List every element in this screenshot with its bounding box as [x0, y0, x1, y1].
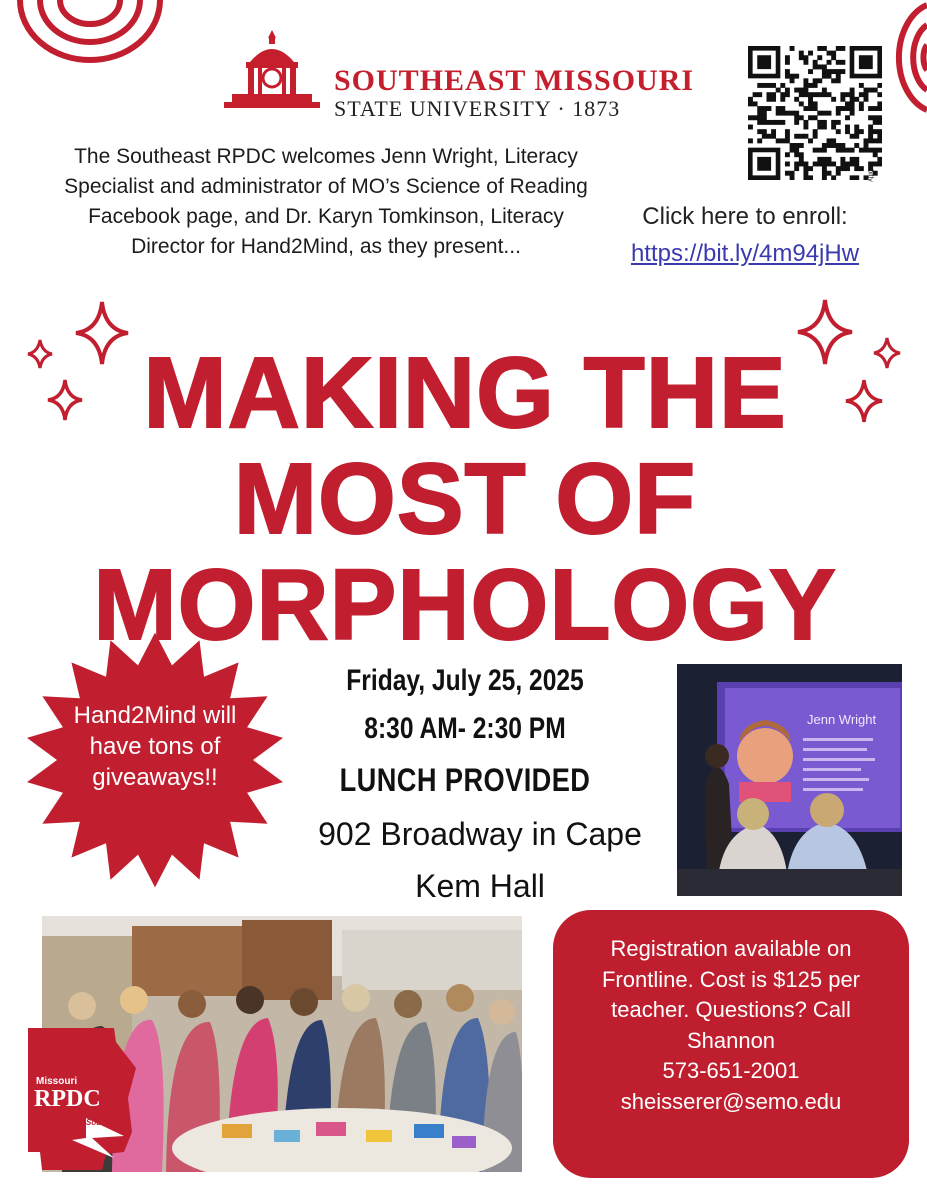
sparkle-icon [872, 336, 902, 370]
decorative-arcs-top-left [0, 0, 175, 80]
registration-line-4: Shannon [686, 1027, 776, 1053]
university-logo [222, 28, 722, 128]
presentation-photo-illustration [677, 664, 902, 896]
university-building-icon [222, 28, 322, 110]
presentation-photo [677, 664, 902, 896]
university-name: SOUTHEAST MISSOURI [334, 64, 695, 97]
enroll-label: Click here to enroll: [642, 203, 848, 230]
registration-line-2: Frontline. Cost is $125 per [601, 966, 861, 992]
rpdc-region: Southeast [86, 1118, 125, 1127]
qr-finder-pattern [748, 148, 780, 180]
rpdc-state: Missouri [36, 1076, 78, 1087]
rpdc-name: RPDC [34, 1086, 101, 1112]
qr-code[interactable] [748, 46, 882, 180]
lunch-notice: LUNCH PROVIDED [339, 762, 591, 798]
event-title [60, 337, 870, 661]
giveaway-text: Hand2Mind will have tons of giveaways!! [73, 702, 237, 791]
registration-phone[interactable]: 573-651-2001 [662, 1058, 800, 1083]
rpdc-logo [28, 1028, 138, 1170]
event-time: 8:30 AM- 2:30 PM [364, 712, 566, 745]
registration-line-3: teacher. Questions? Call [611, 997, 851, 1022]
event-address: 902 Broadway in Cape [318, 816, 642, 852]
decorative-arcs-top-right [880, 0, 927, 120]
qr-finder-pattern [748, 46, 780, 78]
registration-line-1: Registration available on [610, 936, 852, 961]
registration-text [563, 934, 899, 1117]
university-subtitle: STATE UNIVERSITY · 1873 [334, 96, 621, 121]
enroll-link[interactable]: https://bit.ly/4m94jHw [630, 240, 860, 267]
registration-email[interactable]: sheisserer@semo.edu [620, 1088, 842, 1114]
slide-title: Jenn Wright [807, 712, 877, 727]
intro-paragraph: The Southeast RPDC welcomes Jenn Wright, Literacy Specialist and administrator of MO’s Science of Reading Facebook page, and Dr. Karyn Tomkinson, Literacy Director for Hand2Mind, as they present... [64, 145, 588, 258]
qr-tag: bitly [866, 169, 874, 182]
event-date: Friday, July 25, 2025 [346, 664, 584, 697]
event-hall: Kem Hall [415, 868, 545, 904]
sparkle-icon [26, 338, 54, 370]
title-line-1: MAKING THE [143, 337, 787, 449]
title-line-3: MORPHOLOGY [93, 549, 837, 661]
qr-finder-pattern [850, 46, 882, 78]
title-line-2: MOST OF [233, 443, 697, 555]
